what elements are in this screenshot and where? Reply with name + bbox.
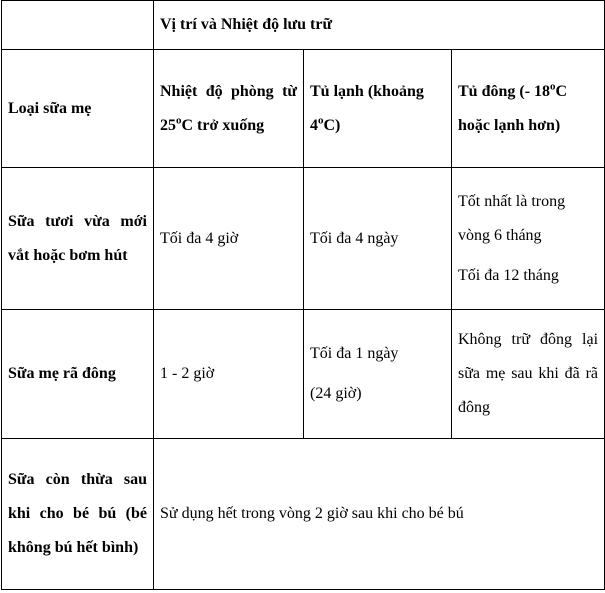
table-subheader-row	[2, 50, 605, 168]
freezer-fresh	[452, 168, 605, 310]
fridge-thawed-line1: Tối đa 1 ngày	[310, 345, 399, 362]
fridge-thawed-line2: (24 giờ)	[310, 385, 362, 402]
room-temp-fresh: Tối đa 4 giờ	[154, 168, 304, 310]
storage-location-header: Vị trí và Nhiệt độ lưu trữ	[154, 1, 605, 50]
fridge-fresh: Tối đa 4 ngày	[304, 168, 452, 310]
header-empty-cell	[2, 1, 154, 50]
freezer-header-tail: C hoặc lạnh hơn)	[458, 82, 568, 134]
milk-type-header: Loại sữa mẹ	[2, 50, 154, 168]
room-temp-header-text: Nhiệt độ phòng từ 25	[160, 82, 297, 134]
fridge-degree: o	[318, 114, 324, 127]
leftover-usage: Sử dụng hết trong vòng 2 giờ sau khi cho bé bú	[154, 439, 605, 590]
fridge-header	[304, 50, 452, 168]
freezer-header-text: Tủ đông (- 18	[458, 82, 551, 100]
room-temp-header	[154, 50, 304, 168]
freezer-thawed: Không trữ đông lại sữa mẹ sau khi đã rã đông	[452, 310, 605, 439]
freezer-fresh-best: Tốt nhất là trong vòng 6 tháng	[458, 192, 566, 244]
freezer-degree: o	[550, 80, 556, 93]
room-temp-header-tail: C trở xuống	[181, 116, 265, 134]
fridge-header-text: Tủ lạnh (khoảng 4	[310, 82, 424, 134]
room-temp-thawed: 1 - 2 giờ	[154, 310, 304, 439]
freezer-header	[452, 50, 605, 168]
table-row	[2, 310, 605, 439]
freezer-fresh-max: Tối đa 12 tháng	[458, 266, 559, 284]
milk-type-thawed: Sữa mẹ rã đông	[2, 310, 154, 439]
milk-type-leftover: Sữa còn thừa sau khi cho bé bú (bé không bú hết bình)	[2, 439, 154, 590]
breast-milk-storage-table	[1, 0, 605, 590]
table-header-row	[2, 1, 605, 50]
room-temp-degree: o	[176, 114, 182, 127]
milk-type-fresh: Sữa tươi vừa mới vắt hoặc bơm hút	[2, 168, 154, 310]
table-row	[2, 168, 605, 310]
fridge-thawed	[304, 310, 452, 439]
table-row	[2, 439, 605, 590]
fridge-header-tail: C)	[323, 116, 341, 134]
